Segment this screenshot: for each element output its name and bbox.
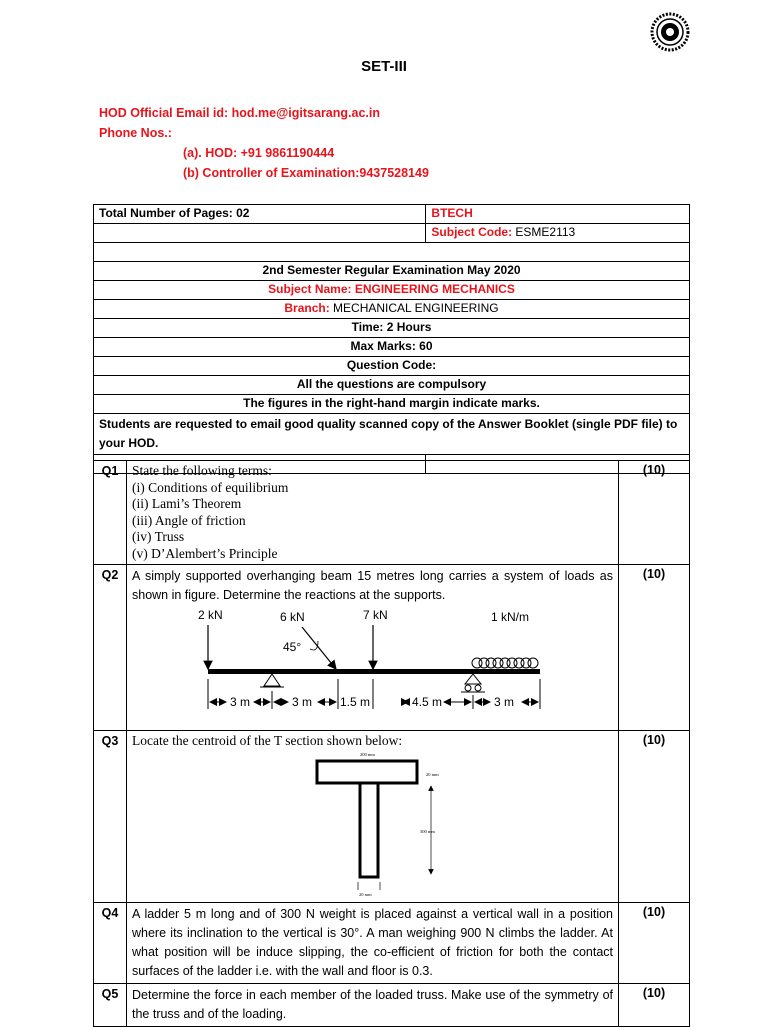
t-flange (317, 761, 417, 783)
load-arrow-6kn (302, 627, 336, 669)
university-seal-logo (650, 12, 690, 52)
question-text-q1: State the following terms: (i) Conditions of equilibrium (ii) Lami’s Theorem (iii) Angle of friction (iv) Truss (v) D’Alembert’s Principle (127, 461, 619, 565)
load-label-7kn: 7 kN (363, 608, 388, 622)
subject-code-cell: Subject Code: ESME2113 (426, 224, 690, 243)
question-row-q1: Q1 State the following terms: (i) Conditions of equilibrium (ii) Lami’s Theorem (iii) Angle of friction (iv) Truss (v) D’Alembert’s Principle (10) (94, 461, 690, 565)
dim-label-5: 3 m (494, 695, 515, 709)
dim-label-4: 4.5 m (412, 695, 443, 709)
question-text-q5: Determine the force in each member of the loaded truss. Make use of the symmetry of the truss and of the loading. (127, 984, 619, 1027)
dim-label-3: 1.5 m (340, 695, 371, 709)
total-pages: Total Number of Pages: 02 (94, 205, 426, 224)
question-row-q3: Q3 Locate the centroid of the T section shown below: 200 mm 20 mm 300 mm 20 mm (10) (94, 731, 690, 903)
load-label-6kn: 6 kN (280, 610, 305, 624)
dim-label-1: 3 m (230, 695, 251, 709)
question-row-q4: Q4 A ladder 5 m long and of 300 N weight is placed against a vertical wall in a position where its inclination to the vertical is 30°. A man weighing 900 N climbs the ladder. At what position will be induce slipping, the co-efficient of friction for both the contact surfaces of the ladder i.e. with the wall and floor is 0.3. (10) (94, 903, 690, 984)
t-dim-flange: 20 mm (426, 771, 439, 777)
t-web (360, 783, 378, 877)
coe-phone: (b) Controller of Examination:9437528149 (183, 166, 429, 180)
program: BTECH (426, 205, 690, 224)
beam-figure (122, 605, 582, 725)
pin-support (264, 674, 280, 686)
t-dim-web: 20 mm (359, 891, 372, 897)
compulsory-note: All the questions are compulsory (94, 376, 690, 395)
max-marks: Max Marks: 60 (94, 338, 690, 357)
question-row-q5: Q5 Determine the force in each member of the loaded truss. Make use of the symmetry of the truss and of the loading. (10) (94, 984, 690, 1027)
t-dim-height: 300 mm (420, 828, 435, 834)
email-note: Students are requested to email good quality scanned copy of the Answer Booklet (single PDF file) to your HOD. (94, 414, 690, 455)
beam (208, 669, 540, 674)
load-label-2kn: 2 kN (198, 608, 223, 622)
load-label-udl: 1 kN/m (491, 610, 530, 624)
exam-header-table (93, 204, 690, 474)
set-title: SET-III (361, 58, 407, 75)
hod-email: HOD Official Email id: hod.me@igitsarang.ac.in (99, 106, 380, 120)
question-text-q4: A ladder 5 m long and of 300 N weight is placed against a vertical wall in a position where its inclination to the vertical is 30°. A man weighing 900 N climbs the ladder. At what position will be induce slipping, the co-efficient of friction for both the contact surfaces of the ladder i.e. with the wall and floor is 0.3. (127, 903, 619, 984)
branch-cell: Branch: MECHANICAL ENGINEERING (94, 300, 690, 319)
hod-phone: (a). HOD: +91 9861190444 (183, 146, 335, 160)
question-row-q2: Q2 A simply supported overhanging beam 15 metres long carries a system of loads as shown in figure. Determine the reactions at the supports. 2 kN 6 kN 7 kN 1 kN/m 45° 3 m 3 m 1.5 m 4.5 m 3 m (10) (94, 565, 690, 731)
question-text-q3: Locate the centroid of the T section shown below: 200 mm 20 mm 300 mm 20 mm (127, 731, 619, 903)
subject-name: Subject Name: ENGINEERING MECHANICS (94, 281, 690, 300)
questions-table (93, 460, 690, 1027)
phone-label: Phone Nos.: (99, 126, 172, 140)
t-dim-width: 200 mm (360, 751, 375, 757)
t-section-figure (132, 750, 592, 900)
time: Time: 2 Hours (94, 319, 690, 338)
question-code: Question Code: (94, 357, 690, 376)
angle-label: 45° (283, 640, 302, 654)
margin-note: The figures in the right-hand margin indicate marks. (94, 395, 690, 414)
exam-title: 2nd Semester Regular Examination May 2020 (94, 262, 690, 281)
dim-label-2: 3 m (292, 695, 313, 709)
roller-support (465, 674, 481, 684)
question-text-q2: A simply supported overhanging beam 15 metres long carries a system of loads as shown in figure. Determine the reactions at the supports. 2 kN 6 kN 7 kN 1 kN/m 45° 3 m 3 m 1.5 m 4.5 m 3 m (127, 565, 619, 731)
contact-block (99, 103, 429, 183)
udl-coils (472, 658, 538, 668)
